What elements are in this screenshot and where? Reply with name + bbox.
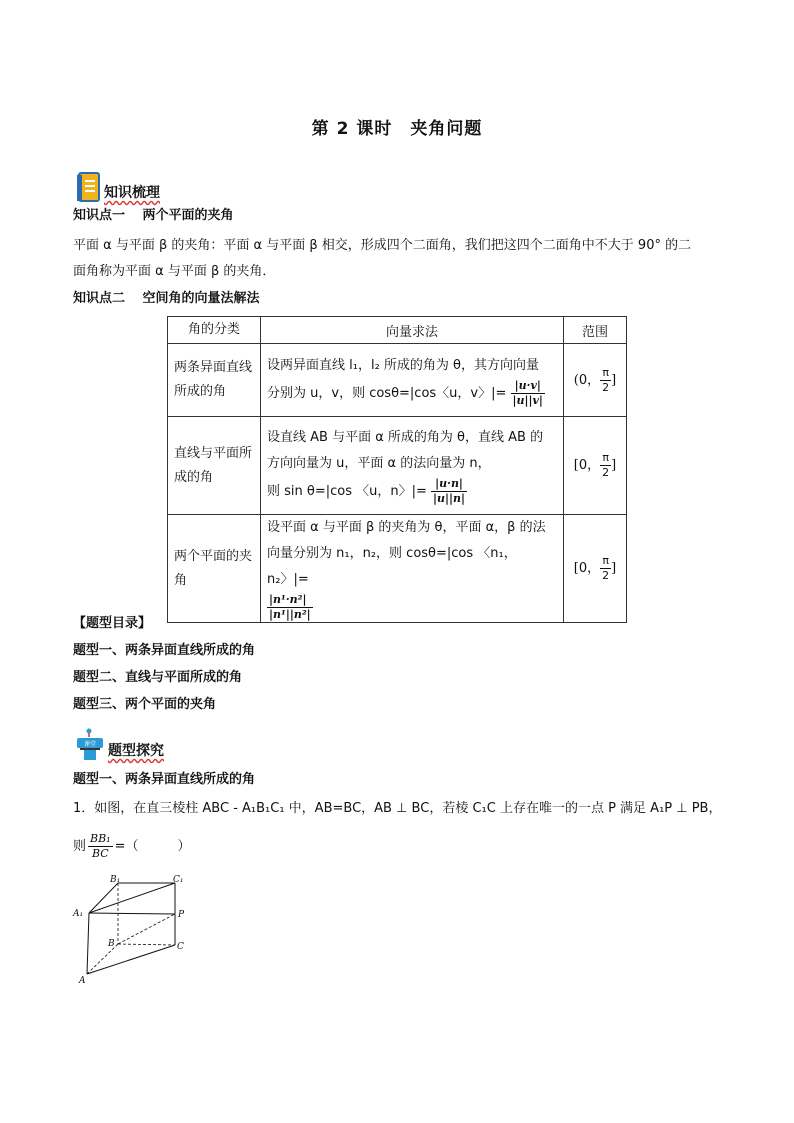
range-close-bracket: ] [611, 561, 617, 576]
range-open-bracket: [ [573, 561, 579, 576]
range-lower: 0， [578, 561, 601, 576]
table-header-row [168, 317, 627, 344]
label-b: B [108, 939, 115, 949]
table-cell-range [564, 344, 627, 417]
method-line: 设两异面直线 l₁，l₂ 所成的角为 θ，其方向向量 [267, 357, 539, 373]
knowledge-point1-line2: 面角称为平面 α 与平面 β 的夹角． [73, 264, 276, 279]
table-cell-category: 直线与平面所成的角 [168, 417, 261, 515]
lectern-icon [76, 728, 106, 762]
table-cell-method [261, 417, 564, 515]
table-row [168, 417, 627, 515]
table-row [168, 344, 627, 417]
range-upper-fraction [600, 451, 611, 480]
table-cell-method [261, 344, 564, 417]
method-line: 向量分别为 n₁，n₂，则 cosθ=|cos 〈n₁，n₂〉|= [267, 546, 517, 587]
catalog-title: 【题型目录】 [73, 616, 152, 631]
segment-a1-p [89, 913, 175, 914]
type1-title: 题型一、两条异面直线所成的角 [73, 772, 256, 787]
range-upper-numerator: π [600, 451, 611, 466]
prism-figure [72, 872, 192, 986]
table-cell-method [261, 515, 564, 623]
method-line: 则 sin θ=|cos 〈u，n〉|= [267, 484, 427, 499]
label-p: P [178, 910, 185, 920]
range-upper-numerator: π [600, 366, 611, 381]
explore-heading-label: 题型探究 [108, 743, 164, 759]
range-open-bracket: ( [573, 372, 579, 388]
table-cell-range [564, 417, 627, 515]
lectern-badge-text: 课堂 [83, 741, 97, 748]
formula-numerator: |u·n| [431, 477, 467, 492]
edge-a-c [87, 945, 175, 974]
formula-denominator: |u||n| [433, 492, 466, 505]
knowledge-heading-label: 知识梳理 [104, 185, 160, 201]
range-upper-denominator: 2 [602, 380, 610, 394]
question1-answer-blank: =（ ） [114, 838, 191, 854]
hidden-segment-p-b [118, 914, 175, 944]
label-a: A [79, 976, 86, 986]
label-b1: B₁ [110, 875, 121, 885]
edge-a1-c1 [89, 883, 175, 913]
formula-denominator: |n¹||n²| [269, 608, 311, 621]
range-lower: 0， [578, 458, 601, 473]
range-upper-denominator: 2 [602, 569, 610, 582]
table-cell-category: 两个平面的夹角 [168, 515, 261, 623]
catalog-item: 题型一、两条异面直线所成的角 [73, 643, 256, 658]
knowledge-point1-title: 知识点一 两个平面的夹角 [73, 208, 234, 223]
method-line-with-formula [267, 379, 557, 408]
method-formula [511, 379, 545, 408]
edge-a1-a [87, 913, 89, 974]
knowledge-section-heading [76, 170, 160, 204]
formula-numerator: |n¹·n²| [267, 593, 313, 608]
range-close-bracket: ] [611, 372, 617, 388]
question1-prompt [73, 832, 733, 861]
method-formula [431, 477, 467, 506]
range-upper-numerator: π [600, 554, 611, 569]
question1-ratio [88, 832, 113, 861]
label-a1: A₁ [73, 909, 84, 919]
catalog-item: 题型二、直线与平面所成的角 [73, 670, 243, 685]
edge-a1-b1 [89, 883, 118, 913]
table-header-range: 范围 [564, 317, 627, 344]
range-close-bracket: ] [611, 458, 617, 473]
formula-denominator: |u||v| [512, 393, 543, 407]
book-icon [76, 172, 102, 204]
table-row [168, 515, 627, 623]
table-header-category: 角的分类 [168, 317, 261, 344]
formula-numerator: |u·v| [511, 379, 545, 394]
ratio-denominator: BC [91, 847, 109, 860]
catalog-item: 题型三、两个平面的夹角 [73, 697, 217, 712]
table-cell-range [564, 515, 627, 623]
range-lower: 0， [578, 372, 601, 388]
label-c: C [177, 942, 184, 952]
label-c1: C₁ [173, 875, 184, 885]
question1-prefix: 则 [73, 838, 87, 854]
table-header-method: 向量求法 [261, 317, 564, 344]
knowledge-point1-line1: 平面 α 与平面 β 的夹角：平面 α 与平面 β 相交，形成四个二面角，我们把这四个二面角中不大于 90° 的二 [73, 238, 692, 253]
range-upper-fraction [600, 554, 611, 583]
knowledge-point2-title: 知识点二 空间角的向量法解法 [73, 291, 260, 306]
method-line: 设直线 AB 与平面 α 所成的角为 θ，直线 AB 的 [267, 430, 544, 445]
method-line-with-formula [267, 477, 557, 506]
table-cell-category: 两条异面直线所成的角 [168, 344, 261, 417]
method-line: 方向向量为 u，平面 α 的法向量为 n， [267, 456, 491, 471]
range-open-bracket: [ [573, 458, 579, 473]
question1-text: 1．如图，在直三棱柱 ABC - A₁B₁C₁ 中，AB=BC，AB ⊥ BC，若棱 C₁C 上存在唯一的一点 P 满足 A₁P ⊥ PB， [73, 801, 722, 816]
page-title: 第 2 课时 夹角问题 [311, 119, 483, 139]
angle-method-table [167, 316, 627, 623]
hidden-edge-b-c [118, 944, 175, 945]
method-line: 分别为 u，v，则 cosθ=|cos〈u，v〉|= [267, 385, 507, 401]
range-upper-fraction [600, 366, 611, 395]
range-upper-denominator: 2 [602, 466, 610, 479]
explore-section-heading [76, 728, 164, 762]
method-line: 设平面 α 与平面 β 的夹角为 θ，平面 α，β 的法 [267, 520, 546, 535]
ratio-numerator: BB₁ [90, 832, 111, 845]
